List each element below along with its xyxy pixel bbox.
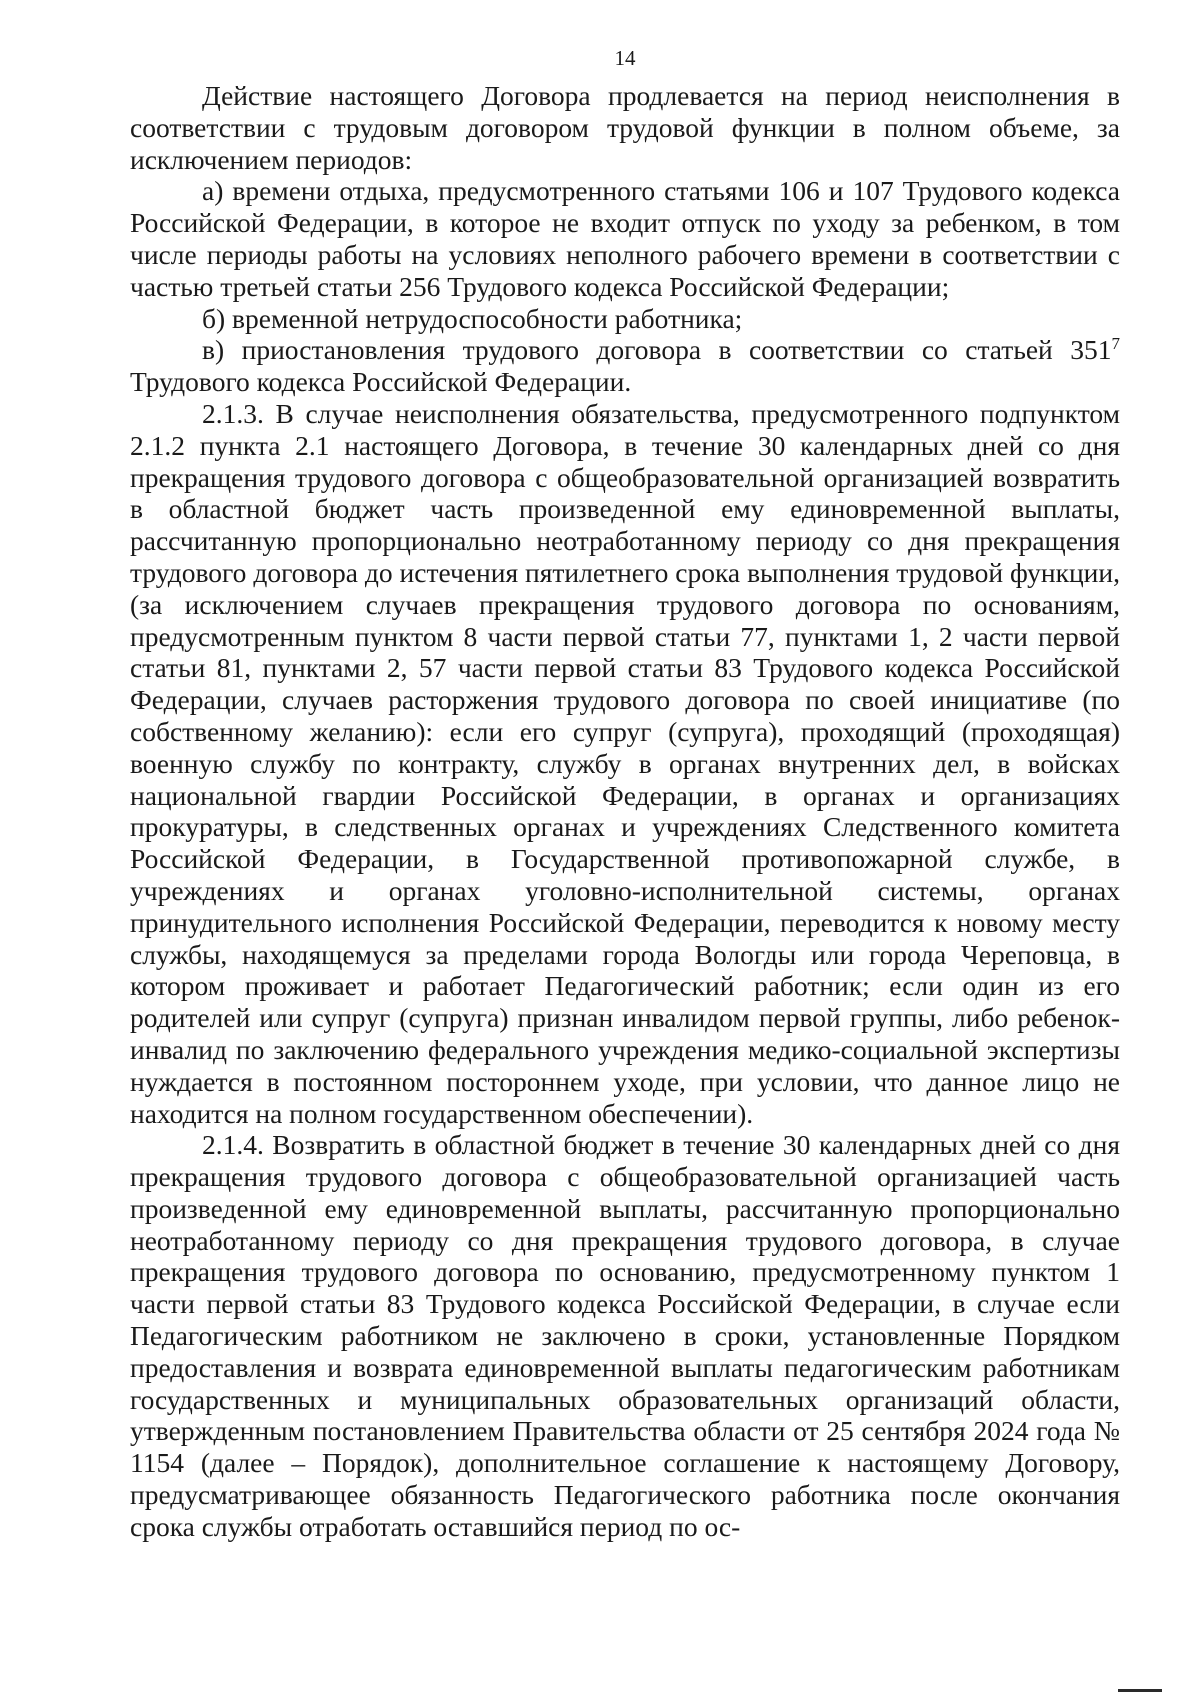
item-v-tail: Трудового кодекса Российской Федерации. xyxy=(130,366,632,398)
paragraph-item-v xyxy=(130,334,1120,398)
paragraph-contract-extension: Действие настоящего Договора продлевается на период неисполнения в соответствии с трудовым договором трудовой функции в полном объеме, за исключением периодов: xyxy=(130,80,1120,175)
page-number: 14 xyxy=(614,46,636,70)
article-superscript: 7 xyxy=(1111,334,1120,354)
paragraph-2-1-4: 2.1.4. Возвратить в областной бюджет в течение 30 календарных дней со дня прекращения трудового договора с общеобразовательной организацией часть произведенной ему единовременной выплаты, рассчитанную пропорционально неотработанному периоду со дня прекращения трудового договора, в случае прекращения трудового договора по основанию, предусмотренному пунктом 1 части первой статьи 83 Трудового кодекса Российской Федерации, в случае если Педагогическим работником не заключено в сроки, установленные Порядком предоставления и возврата единовременной выплаты педагогическим работникам государственных и муниципальных образовательных организаций области, утвержденным постановлением Правительства области от 25 сентября 2024 года № 1154 (далее – Порядок), дополнительное соглашение к настоящему Договору, предусматривающее обязанность Педагогического работника после окончания срока службы отработать оставшийся период по ос- xyxy=(130,1129,1120,1542)
paragraph-2-1-3: 2.1.3. В случае неисполнения обязательства, предусмотренного подпунктом 2.1.2 пункта 2.1 настоящего Договора, в течение 30 календарных дней со дня прекращения трудового договора с общеобразовательной организацией возвратить в областной бюджет часть произведенной ему единовременной выплаты, рассчитанную пропорционально неотработанному периоду со дня прекращения трудового договора до истечения пятилетнего срока выполнения трудовой функции, (за исключением случаев прекращения трудового договора по основаниям, предусмотренным пунктом 8 части первой статьи 77, пунктами 1, 2 части первой статьи 81, пунктами 2, 57 части первой статьи 83 Трудового кодекса Российской Федерации, случаев расторжения трудового договора по своей инициативе (по собственному желанию): если его супруг (супруга), проходящий (проходящая) военную службу по контракту, службу в органах внутренних дел, в войсках национальной гвардии Российской Федерации, в органах и организациях прокуратуры, в следственных органах и учреждениях Следственного комитета Российской Федерации, в Государственной противопожарной службе, в учреждениях и органах уголовно-исполнительной системы, органах принудительного исполнения Российской Федерации, переводится к новому месту службы, находящемуся за пределами города Вологды или города Череповца, в котором проживает и работает Педагогический работник; если один из его родителей или супруг (супруга) признан инвалидом первой группы, либо ребенок-инвалид по заключению федерального учреждения медико-социальной экспертизы нуждается в постоянном постороннем уходе, при условии, что данное лицо не находится на полном государственном обеспечении). xyxy=(130,397,1120,1129)
paragraph-item-b: б) временной нетрудоспособности работника; xyxy=(202,302,743,334)
scan-artifact-bottom xyxy=(1118,1689,1162,1692)
document-page xyxy=(130,46,1120,1543)
item-v-text: в) приостановления трудового договора в соответствии со статьей 351 xyxy=(202,334,1112,366)
paragraph-item-a: а) времени отдыха, предусмотренного статьями 106 и 107 Трудового кодекса Российской Федерации, в которое не входит отпуск по уходу за ребенком, в том числе периоды работы на условиях неполного рабочего времени в соответствии с частью третьей статьи 256 Трудового кодекса Российской Федерации; xyxy=(130,175,1120,302)
